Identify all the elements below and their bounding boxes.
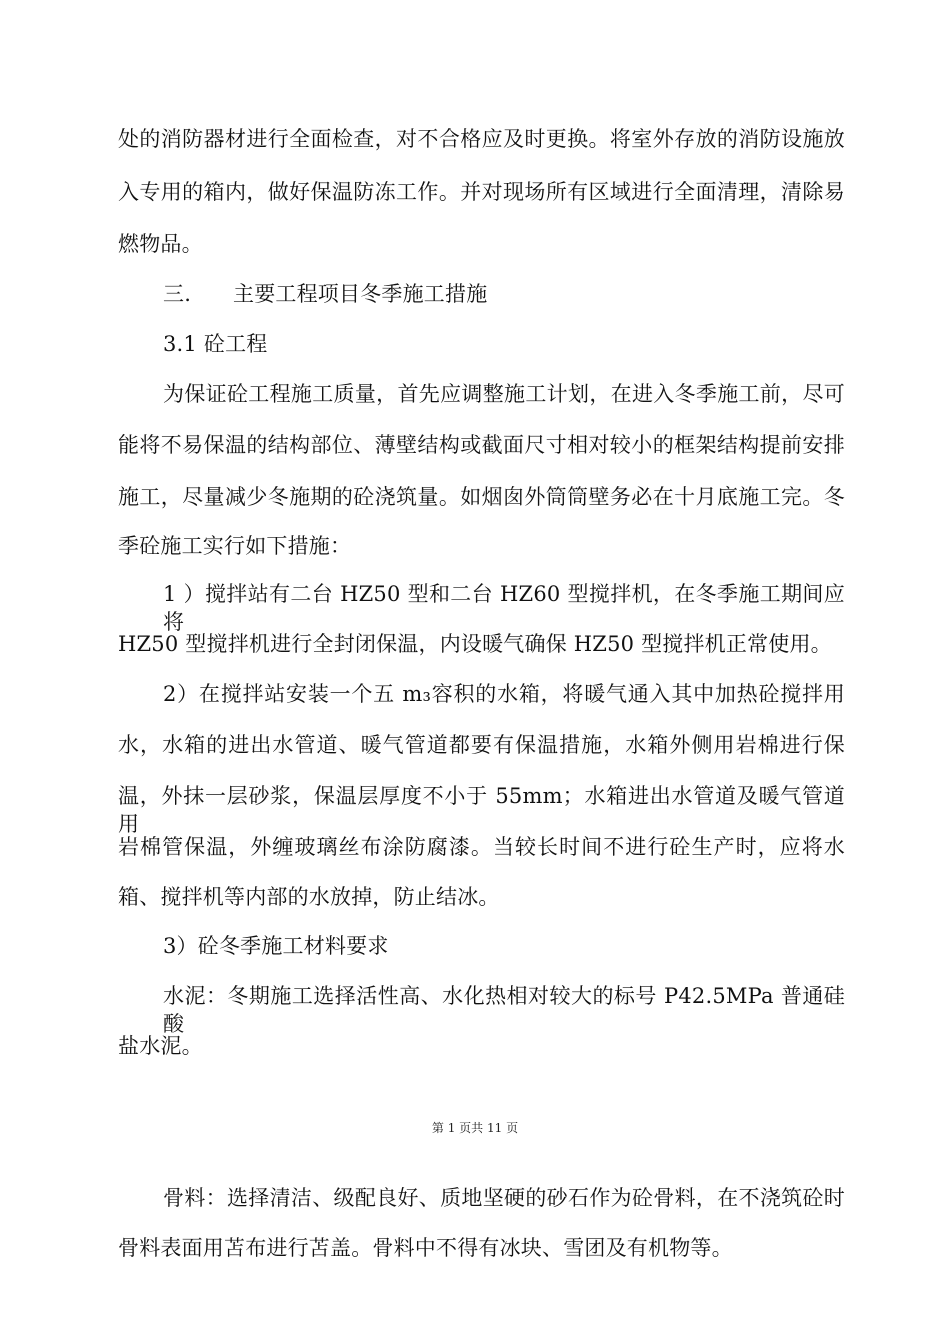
list-item-line: 2）在搅拌站安装一个五 m₃容积的水箱，将暖气通入其中加热砼搅拌用 [163,682,845,706]
paragraph-line: 能将不易保温的结构部位、薄壁结构或截面尺寸相对较小的框架结构提前安排 [118,433,845,457]
section-title: 主要工程项目冬季施工措施 [233,282,488,306]
list-item-line: 水，水箱的进出水管道、暖气管道都要有保温措施，水箱外侧用岩棉进行保 [118,733,845,757]
paragraph-line: 骨料：选择清洁、级配良好、质地坚硬的砂石作为砼骨料，在不浇筑砼时 [163,1186,845,1210]
paragraph-line: 入专用的箱内，做好保温防冻工作。并对现场所有区域进行全面清理，清除易 [118,180,845,204]
paragraph-line: 处的消防器材进行全面检查，对不合格应及时更换。将室外存放的消防设施放 [118,127,845,151]
paragraph-line: 盐水泥。 [118,1034,203,1058]
page-footer: 第 1 页共 11 页 [431,1121,519,1135]
list-item-line: 1 ）搅拌站有二台 HZ50 型和二台 HZ60 型搅拌机，在冬季施工期间应将 [163,582,845,634]
subsection-heading: 3.1 砼工程 [163,332,268,356]
paragraph-line: 水泥：冬期施工选择活性高、水化热相对较大的标号 P42.5MPa 普通硅酸 [163,984,845,1036]
list-item-line: HZ50 型搅拌机进行全封闭保温，内设暖气确保 HZ50 型搅拌机正常使用。 [118,632,832,656]
section-heading [163,280,487,308]
paragraph-line: 为保证砼工程施工质量，首先应调整施工计划，在进入冬季施工前，尽可 [163,382,845,406]
section-number: 三. [163,282,192,306]
paragraph-line: 骨料表面用苫布进行苫盖。骨料中不得有冰块、雪团及有机物等。 [118,1236,733,1260]
paragraph-line: 施工，尽量减少冬施期的砼浇筑量。如烟囱外筒筒壁务必在十月底施工完。冬 [118,485,845,509]
list-item-line: 3）砼冬季施工材料要求 [163,934,389,958]
paragraph-line: 燃物品。 [118,232,203,256]
list-item-line: 岩棉管保温，外缠玻璃丝布涂防腐漆。当较长时间不进行砼生产时，应将水 [118,835,845,859]
paragraph-line: 季砼施工实行如下措施： [118,534,352,558]
list-item-line: 温，外抹一层砂浆，保温层厚度不小于 55mm；水箱进出水管道及暖气管道用 [118,784,845,836]
list-item-line: 箱、搅拌机等内部的水放掉，防止结冰。 [118,885,500,909]
